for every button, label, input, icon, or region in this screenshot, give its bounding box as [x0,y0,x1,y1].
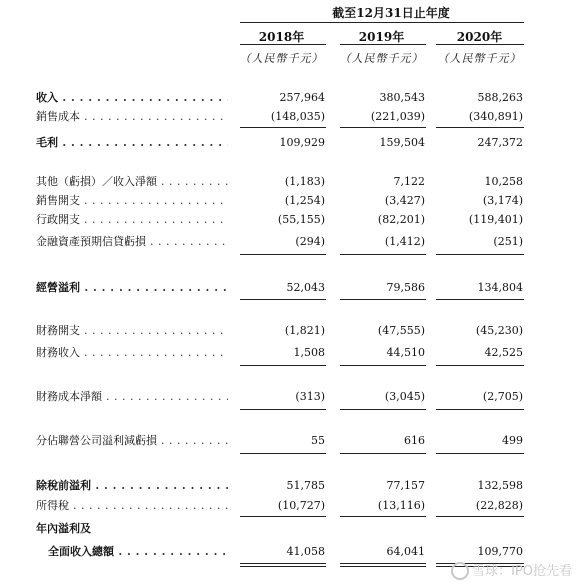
subtotal-rule [340,516,426,517]
value-2019: (221,039) [370,110,425,123]
table-row [0,543,580,561]
subtotal-rule [436,516,524,517]
value-2018: (55,155) [277,213,325,226]
header-rule [240,22,524,23]
value-2020: (3,174) [482,194,523,207]
subtotal-rule [436,365,524,366]
unit-label-2020: （人民幣千元） [437,52,522,65]
row-label: 收入 . . . [36,89,228,107]
watermark [451,560,572,581]
row-label: 所得稅 . . . [36,497,228,515]
value-2018: 52,043 [286,281,325,294]
value-2019: (3,045) [384,390,425,403]
unit-label-2018: （人民幣千元） [239,52,324,65]
table-row [0,108,580,126]
year-rule-1 [240,44,326,45]
subtotal-rule [436,409,524,410]
value-2018: (10,727) [277,499,325,512]
value-2019: (47,555) [377,324,425,337]
value-2020: (251) [493,235,523,248]
subtotal-rule [240,299,326,300]
value-2020: (45,230) [475,324,523,337]
subtotal-rule [340,409,426,410]
value-2018: 109,929 [279,136,325,149]
total-double-rule-bottom [240,566,326,567]
table-row [0,192,580,210]
value-2019: (82,201) [377,213,425,226]
snowball-logo-icon [451,562,469,580]
total-double-rule-top [340,563,426,564]
value-2018: 1,508 [293,346,325,359]
subtotal-rule [340,299,426,300]
table-row [0,520,580,538]
table-row [0,477,580,495]
value-2020: 109,770 [477,545,523,558]
table-row [0,322,580,340]
table-row [0,211,580,229]
value-2019: (3,427) [384,194,425,207]
row-label: 財務開支 . . . [36,322,228,340]
value-2018: 257,964 [279,91,325,104]
value-2019: 159,504 [379,136,425,149]
value-2019: 77,157 [386,479,425,492]
year-rule-3 [436,44,524,45]
table-row [0,134,580,152]
value-2018: (294) [295,235,325,248]
subtotal-rule [240,365,326,366]
table-row [0,173,580,191]
subtotal-rule [340,365,426,366]
value-2018: (313) [295,390,325,403]
value-2020: 10,258 [484,175,523,188]
subtotal-rule [340,127,426,128]
value-2019: 380,543 [379,91,425,104]
subtotal-rule [240,453,326,454]
subtotal-rule [340,453,426,454]
row-label: 銷售成本 . . . [36,108,228,126]
watermark-text: 雪球：IPO抢先看 [472,563,572,579]
unit-label-2019: （人民幣千元） [339,52,424,65]
value-2019: 44,510 [386,346,425,359]
subtotal-rule [436,299,524,300]
year-2019-header: 2019年 [358,30,405,44]
value-2019: 616 [404,434,425,447]
table-row [0,233,580,251]
row-label: 財務成本淨額 . . . [36,388,228,406]
value-2020: (340,891) [468,110,523,123]
subtotal-rule [436,453,524,454]
row-label: 年內溢利及 [36,522,91,535]
table-row [0,432,580,450]
year-2018-header: 2018年 [258,30,305,44]
subtotal-rule [240,516,326,517]
subtotal-rule [240,254,326,255]
value-2020: 134,804 [477,281,523,294]
row-label: 除稅前溢利 . . . [36,477,228,495]
value-2020: (2,705) [482,390,523,403]
row-label: 毛利 . . . [36,134,228,152]
total-double-rule-top [240,563,326,564]
value-2018: 41,058 [286,545,325,558]
row-label: 財務收入 . . . [36,344,228,362]
table-row [0,344,580,362]
value-2019: (13,116) [377,499,425,512]
value-2018: 55 [311,434,325,447]
table-row [0,497,580,515]
row-label: 經營溢利 . . . [36,279,228,297]
value-2019: 7,122 [393,175,425,188]
table-row [0,388,580,406]
value-2020: 499 [502,434,523,447]
subtotal-rule [340,254,426,255]
period-header: 截至12月31日止年度 [332,6,450,20]
subtotal-rule [240,409,326,410]
row-label: 金融資產預期信貸虧損 . . . [36,233,228,251]
value-2020: 42,525 [484,346,523,359]
value-2018: (148,035) [270,110,325,123]
table-row [0,89,580,107]
row-label: 行政開支 . . . [36,211,228,229]
value-2020: 132,598 [477,479,523,492]
row-label: 其他（虧損）／收入淨額 . . . [36,173,228,191]
value-2018: 51,785 [286,479,325,492]
total-double-rule-bottom [340,566,426,567]
year-rule-2 [340,44,426,45]
row-label: 分佔聯營公司溢利減虧損 . . . [36,432,228,450]
value-2020: 588,263 [477,91,523,104]
value-2018: (1,821) [284,324,325,337]
row-label: 銷售開支 . . . [36,192,228,210]
value-2020: 247,372 [477,136,523,149]
table-row [0,279,580,297]
value-2019: (1,412) [384,235,425,248]
subtotal-rule [436,254,524,255]
value-2018: (1,254) [284,194,325,207]
subtotal-rule [240,127,326,128]
value-2019: 64,041 [386,545,425,558]
value-2020: (119,401) [468,213,523,226]
subtotal-rule [436,127,524,128]
value-2018: (1,183) [284,175,325,188]
value-2019: 79,586 [386,281,425,294]
value-2020: (22,828) [475,499,523,512]
year-2020-header: 2020年 [456,30,503,44]
row-label: 全面收入總額 . . . [48,543,228,561]
